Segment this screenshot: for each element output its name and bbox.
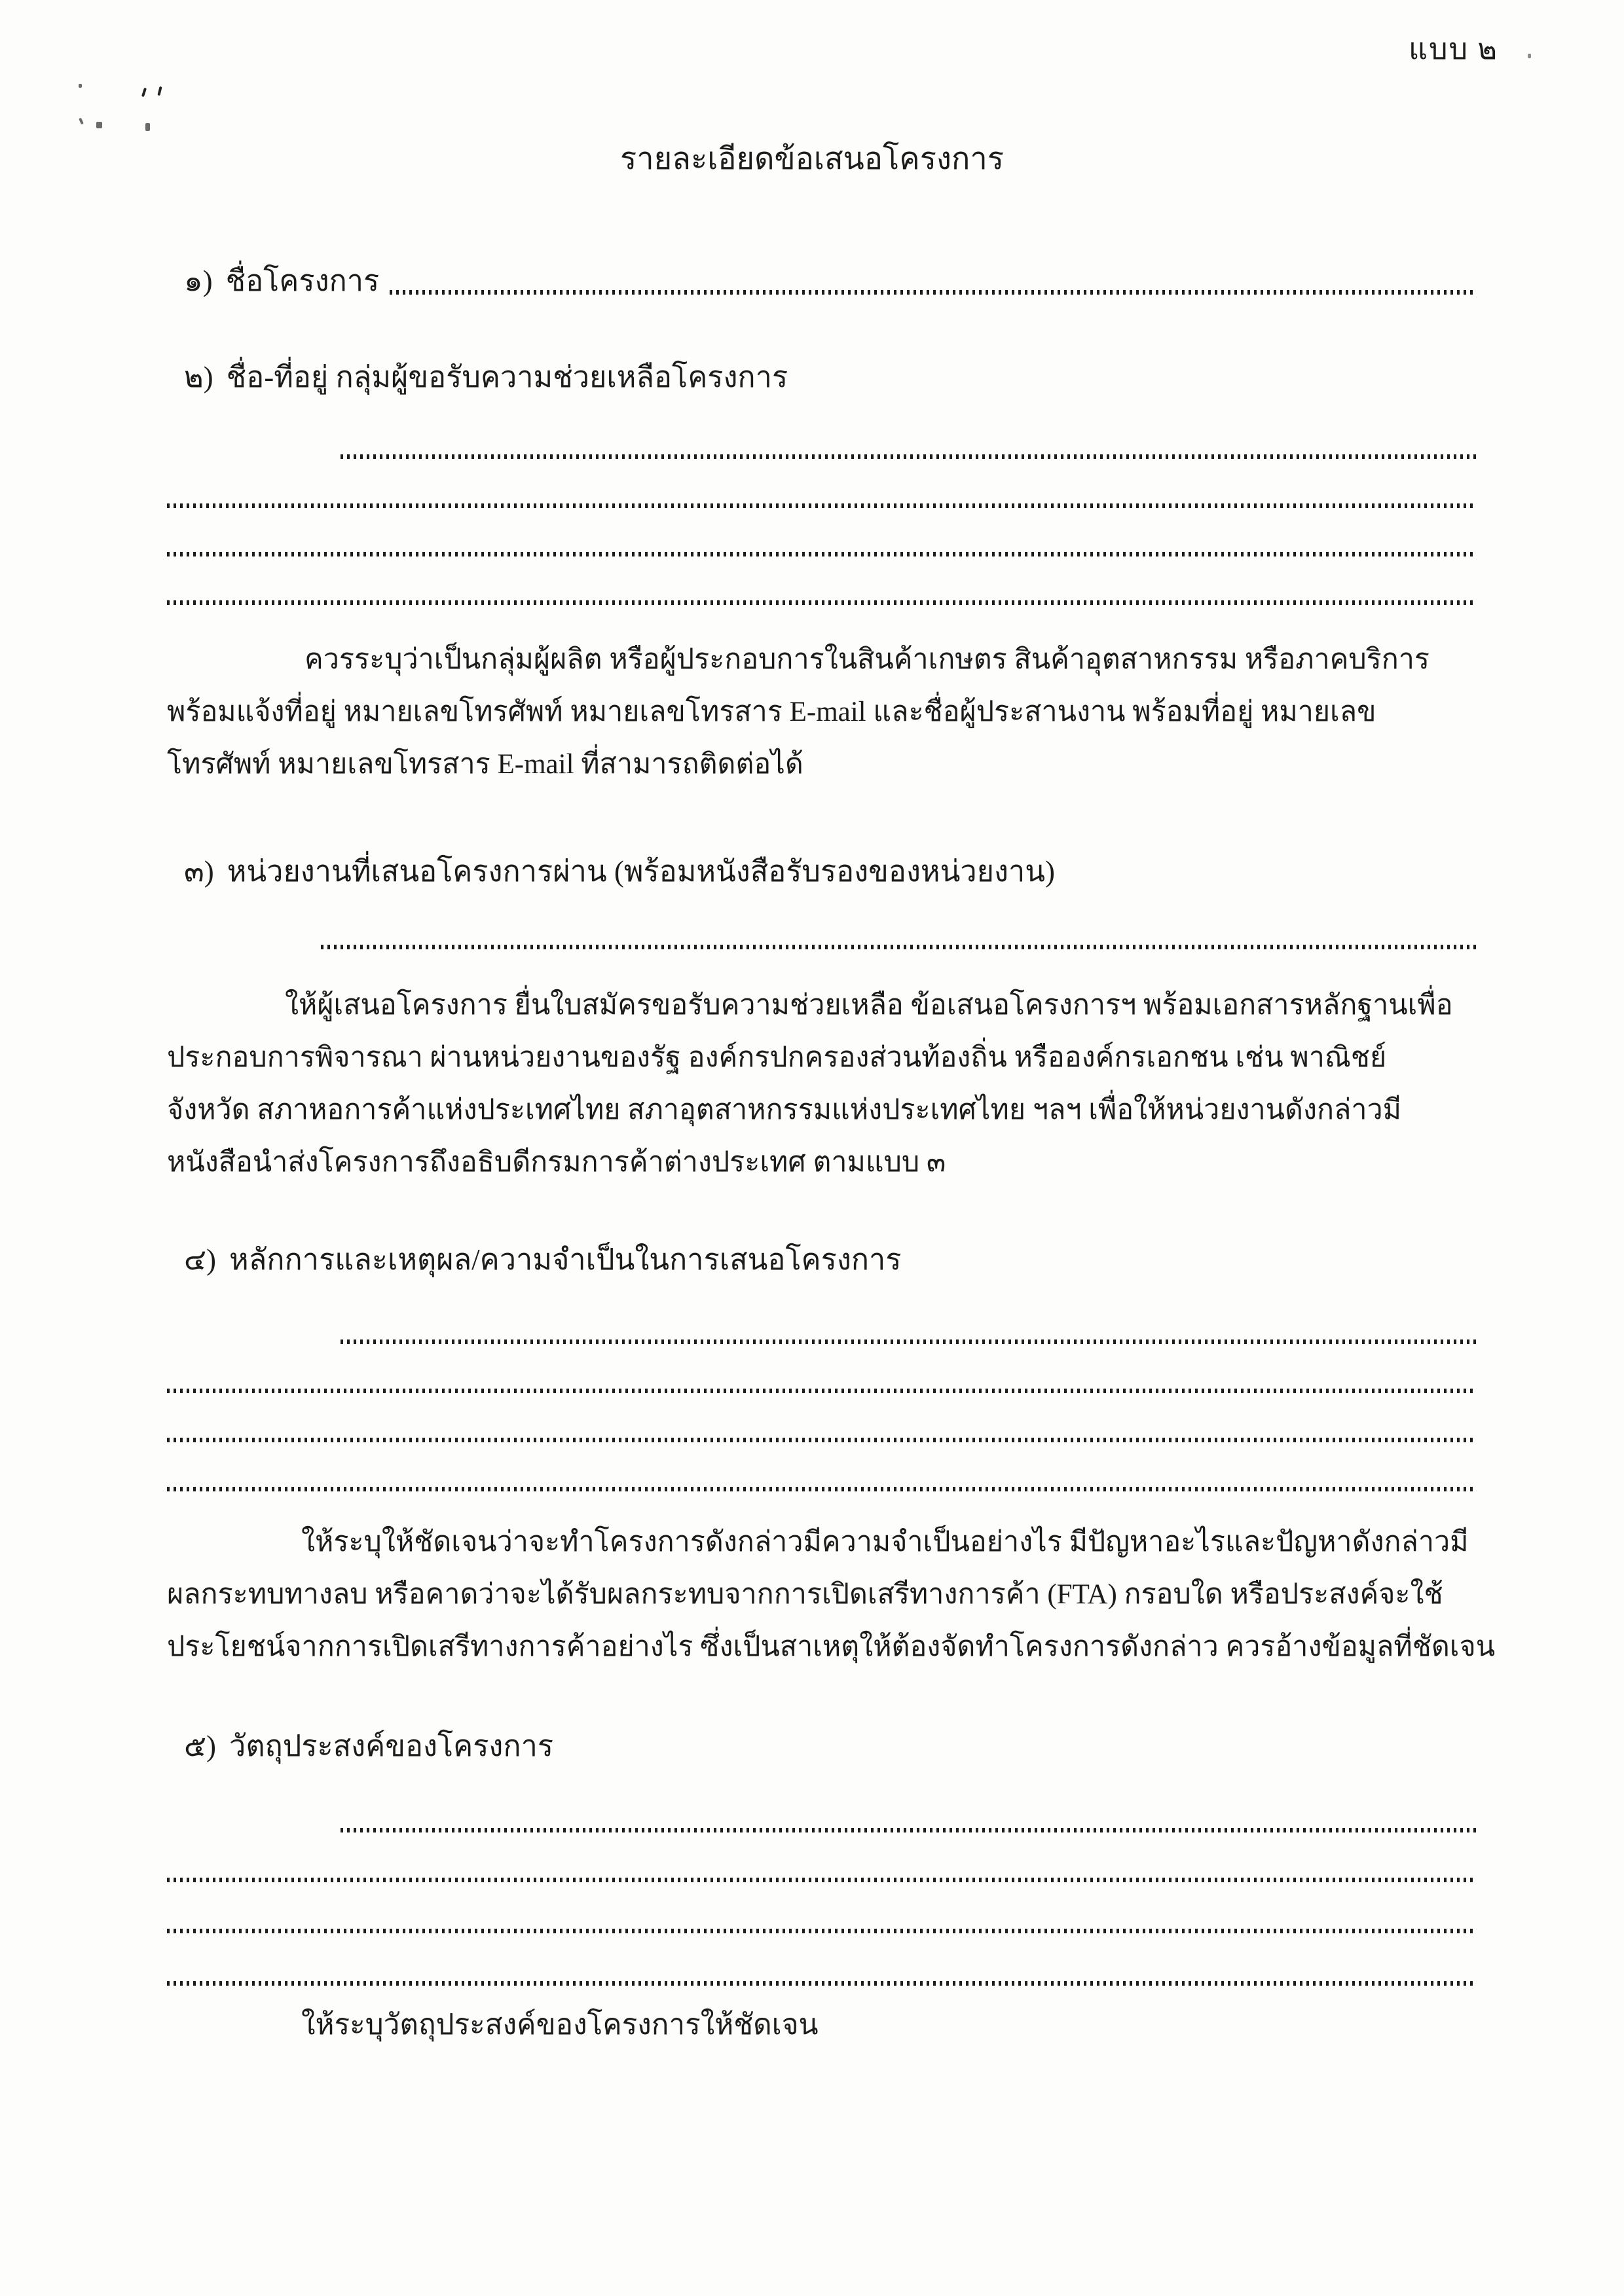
section-1-project-name [167,261,1477,301]
dotted-fill-line [390,290,1477,295]
note-line: ประโยชน์จากการเปิดเสรีทางการค้าอย่างไร ซึ่งเป็นสาเหตุให้ต้องจัดทำโครงการดังกล่าว ควรอ้างข้อมูลที่ชัดเจน [167,1631,1496,1662]
note-line: หนังสือนำส่งโครงการถึงอธิบดีกรมการค้าต่างประเทศ ตามแบบ ๓ [167,1147,946,1178]
dotted-fill-line [167,1389,1477,1393]
dotted-fill-line [341,1339,1477,1344]
dotted-fill-line [341,1828,1477,1832]
section-5-heading [167,1726,1494,1766]
note-line: ให้ระบุให้ชัดเจนว่าจะทำโครงการดังกล่าวมีความจำเป็นอย่างไร มีปัญหาอะไรและปัญหาดังกล่าวมี [301,1527,1469,1558]
section-4-number: ๔) [184,1243,217,1276]
section-5-label: วัตถุประสงค์ของโครงการ [229,1730,554,1762]
scan-artifact [1528,54,1531,58]
form-number-tag: แบบ ๒ [1408,33,1498,65]
dotted-fill-line [167,1487,1477,1491]
section-4-heading [167,1239,1494,1280]
section-4-label: หลักการและเหตุผล/ความจำเป็นในการเสนอโครงการ [229,1243,902,1276]
note-line: ผลกระทบทางลบ หรือคาดว่าจะได้รับผลกระทบจากการเปิดเสรีทางการค้า (FTA) กรอบใด หรือประสงค์จะใช้ [167,1579,1443,1610]
note-line: จังหวัด สภาหอการค้าแห่งประเทศไทย สภาอุตสาหกรรมแห่งประเทศไทย ฯลฯ เพื่อให้หน่วยงานดังกล่าวมี [167,1095,1401,1125]
dotted-fill-line [167,1929,1477,1933]
page-title: รายละเอียดข้อเสนอโครงการ [619,142,1004,176]
dotted-fill-line [341,454,1477,459]
dotted-fill-line [167,1438,1477,1442]
section-5-note: ให้ระบุวัตถุประสงค์ของโครงการให้ชัดเจน [301,2009,819,2041]
scan-artifact [157,86,162,96]
section-5-number: ๕) [184,1730,217,1762]
section-3-number: ๓) [184,855,214,888]
note-line: ให้ผู้เสนอโครงการ ยื่นใบสมัครขอรับความช่วยเหลือ ข้อเสนอโครงการฯ พร้อมเอกสารหลักฐานเพื่อ [285,990,1453,1021]
section-4-note [167,1516,1496,1673]
scan-artifact [79,84,82,88]
section-2-heading [167,357,1494,397]
section-2-note [167,634,1477,791]
dotted-fill-line [167,552,1477,556]
dotted-fill-line [167,503,1477,508]
note-line: โทรศัพท์ หมายเลขโทรสาร E-mail ที่สามารถติดต่อได้ [167,749,803,780]
section-1-number: ๑) [184,264,213,297]
section-2-number: ๒) [184,361,213,393]
dotted-fill-line [167,600,1477,605]
dotted-fill-line [167,1981,1477,1986]
section-3-heading [167,851,1494,892]
section-3-label: หน่วยงานที่เสนอโครงการผ่าน (พร้อมหนังสือรับรองของหน่วยงาน) [227,855,1055,888]
dotted-fill-line [167,1878,1477,1882]
section-3-note [167,979,1477,1189]
scan-artifact [96,122,102,128]
section-2-label: ชื่อ-ที่อยู่ กลุ่มผู้ขอรับความช่วยเหลือโครงการ [226,361,788,393]
note-line: ควรระบุว่าเป็นกลุ่มผู้ผลิต หรือผู้ประกอบการในสินค้าเกษตร สินค้าอุตสาหกรรม หรือภาคบริการ [304,644,1430,675]
scan-artifact [79,118,84,125]
scan-artifact [145,123,150,131]
note-line: พร้อมแจ้งที่อยู่ หมายเลขโทรศัพท์ หมายเลขโทรสาร E-mail และชื่อผู้ประสานงาน พร้อมที่อยู่ หมายเลข [167,697,1376,727]
dotted-fill-line [321,945,1477,949]
scan-artifact [141,88,147,98]
section-1-label: ชื่อโครงการ [225,264,380,297]
section-1-heading [167,261,379,301]
note-line: ประกอบการพิจารณา ผ่านหน่วยงานของรัฐ องค์กรปกครองส่วนท้องถิ่น หรือองค์กรเอกชน เช่น พาณิชย์ [167,1042,1387,1073]
